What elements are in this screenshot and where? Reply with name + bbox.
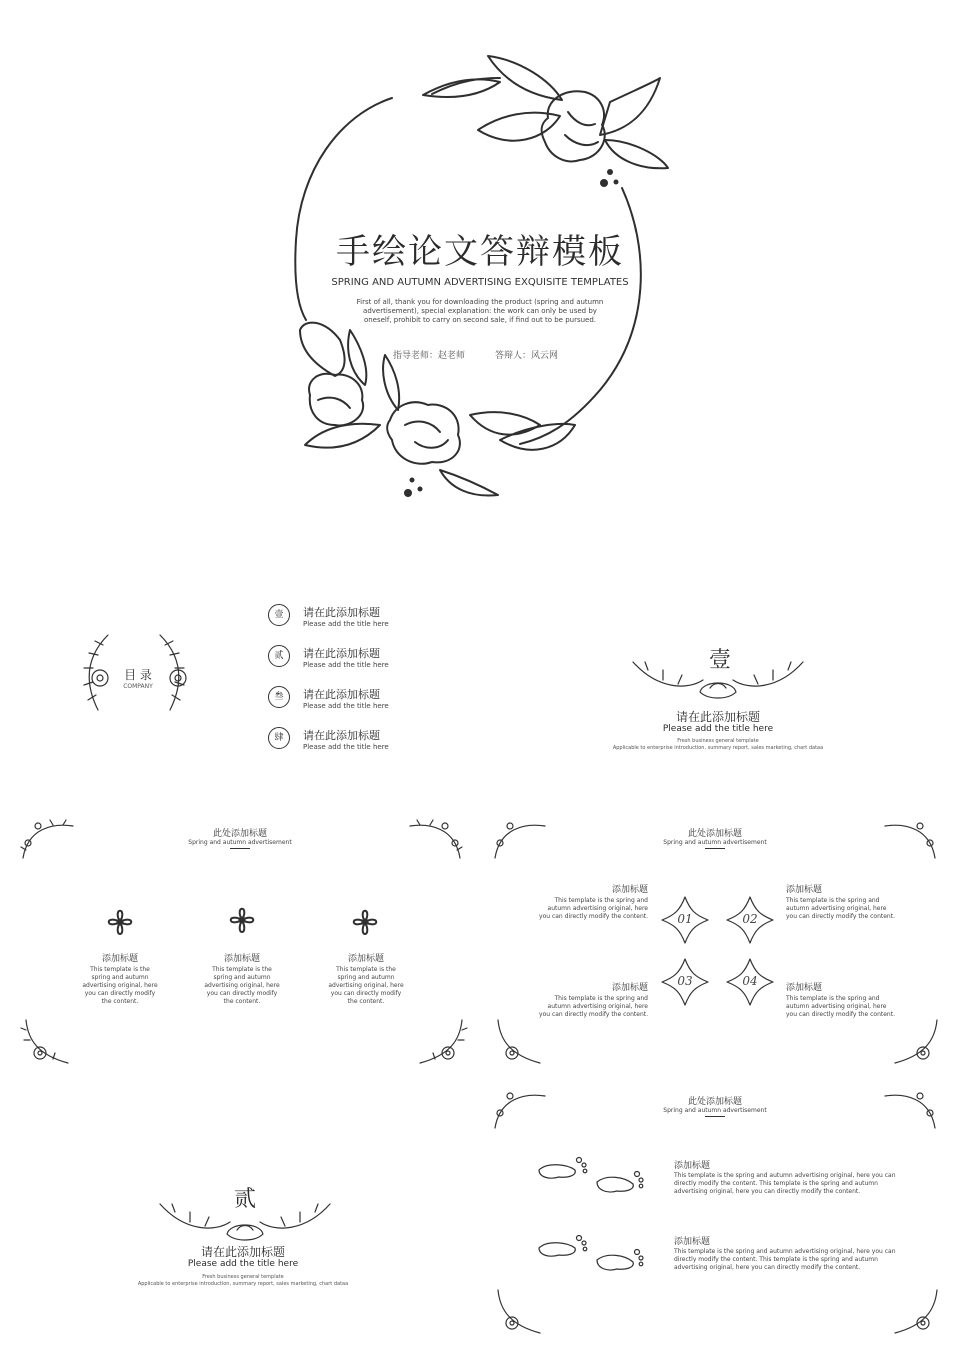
corner-flower-icon (490, 1285, 550, 1340)
slide6-item-title: 添加标题 (674, 1161, 711, 1171)
cover-advisor: 指导老师：赵老师 (393, 351, 466, 361)
slide4-header-sub: Spring and autumn advertisement (663, 839, 767, 846)
slide6-header: 此处添加标题 (687, 1097, 742, 1107)
slide4-item-title: 添加标题 (611, 885, 648, 895)
diamond-number: 01 (677, 912, 693, 926)
section-1-number: 壹 (708, 648, 731, 673)
diamond-number: 03 (677, 974, 693, 988)
slide3-item-title: 添加标题 (101, 954, 138, 964)
section-1-line2: Applicable to enterprise introduction, summary report, sales marketing, chart dataa (612, 745, 824, 751)
section-1-title: 请在此添加标题 (675, 710, 760, 724)
toc-title: 目 录 (124, 668, 152, 682)
slide4-item-title: 添加标题 (786, 983, 823, 993)
corner-vine-icon (490, 1088, 550, 1138)
corner-vine-icon (880, 818, 940, 868)
section-2-line1: Fresh business general template (202, 1274, 284, 1280)
section-2-title: 请在此添加标题 (200, 1245, 285, 1259)
toc-item-sub: Please add the title here (303, 743, 389, 751)
toc-item-sub: Please add the title here (303, 661, 389, 669)
slide4-item-title: 添加标题 (786, 885, 823, 895)
slide4-header-rule (705, 848, 725, 849)
slide4-item-title: 添加标题 (611, 983, 648, 993)
slide6-item-text: This template is the spring and autumn advertising original, here you can directly modify the content. This template is the spring and autumn advertising original, here you can directly modify the content. (674, 1172, 896, 1195)
diamond-number: 04 (742, 974, 758, 988)
slide4-item-text: This template is the spring and autumn advertising original, here you can directly modify the content. (539, 897, 648, 920)
section-2-line2: Applicable to enterprise introduction, summary report, sales marketing, chart dataa (137, 1281, 349, 1287)
footprint-icon (537, 1152, 647, 1202)
toc-company: COMPANY (123, 683, 153, 690)
toc-num-badge: 肆 (268, 727, 290, 749)
toc-item-title: 请在此添加标题 (303, 688, 380, 701)
slide6-item-title: 添加标题 (674, 1237, 711, 1247)
cover-student: 答辩人：风云网 (495, 351, 559, 361)
diamond-number: 02 (742, 912, 758, 926)
corner-vine-icon (490, 818, 550, 868)
toc-num-badge: 壹 (268, 604, 290, 626)
flower-icon (100, 902, 140, 942)
section-1-sub: Please add the title here (662, 724, 774, 734)
section-1-line1: Fresh business general template (677, 738, 759, 744)
corner-flower-icon (18, 1015, 78, 1070)
slide6-header-sub: Spring and autumn advertisement (663, 1107, 767, 1114)
footprint-icon (537, 1230, 647, 1280)
flower-icon (222, 900, 262, 940)
corner-flower-icon (410, 1015, 470, 1070)
flower-icon (345, 902, 385, 942)
toc-item-title: 请在此添加标题 (303, 606, 380, 619)
section-2-number: 贰 (233, 1187, 256, 1212)
slide4-item-text: This template is the spring and autumn advertising original, here you can directly modify the content. (786, 897, 895, 920)
slide3-item-title: 添加标题 (223, 954, 260, 964)
slide4-item-text: This template is the spring and autumn advertising original, here you can directly modify the content. (539, 995, 648, 1018)
slide3-header-sub: Spring and autumn advertisement (188, 839, 292, 846)
slide3-item-text: This template is the spring and autumn advertising original, here you can directly modify the content. (204, 966, 280, 1005)
slide3-header: 此处添加标题 (212, 829, 267, 839)
corner-vine-icon (18, 818, 78, 868)
toc-num-badge: 叁 (268, 686, 290, 708)
corner-vine-icon (405, 818, 465, 868)
corner-flower-icon (885, 1015, 945, 1070)
slide6-header-rule (705, 1116, 725, 1117)
slide3-item-text: This template is the spring and autumn advertising original, here you can directly modify the content. (328, 966, 404, 1005)
cover-subtitle: SPRING AND AUTUMN ADVERTISING EXQUISITE TEMPLATES (331, 277, 629, 288)
corner-flower-icon (885, 1285, 945, 1340)
toc-item-sub: Please add the title here (303, 620, 389, 628)
section-2-sub: Please add the title here (187, 1259, 299, 1269)
corner-flower-icon (490, 1015, 550, 1070)
corner-vine-icon (880, 1088, 940, 1138)
slide4-item-text: This template is the spring and autumn advertising original, here you can directly modify the content. (786, 995, 895, 1018)
slide4-header: 此处添加标题 (687, 829, 742, 839)
slide3-item-text: This template is the spring and autumn advertising original, here you can directly modify the content. (82, 966, 158, 1005)
cover-description: First of all, thank you for downloading the product (spring and autumn advertisement), special explanation: the work can only be used by oneself, prohibit to carry on second sale, if find out to be pursued. (356, 298, 604, 324)
cover-title: 手绘论文答辩模板 (336, 232, 624, 272)
toc-item-title: 请在此添加标题 (303, 729, 380, 742)
slide3-item-title: 添加标题 (347, 954, 384, 964)
slide3-header-rule (230, 848, 250, 849)
toc-item-title: 请在此添加标题 (303, 647, 380, 660)
slide6-item-text: This template is the spring and autumn advertising original, here you can directly modify the content. This template is the spring and autumn advertising original, here you can directly modify the content. (674, 1248, 896, 1271)
toc-num-badge: 贰 (268, 645, 290, 667)
toc-item-sub: Please add the title here (303, 702, 389, 710)
